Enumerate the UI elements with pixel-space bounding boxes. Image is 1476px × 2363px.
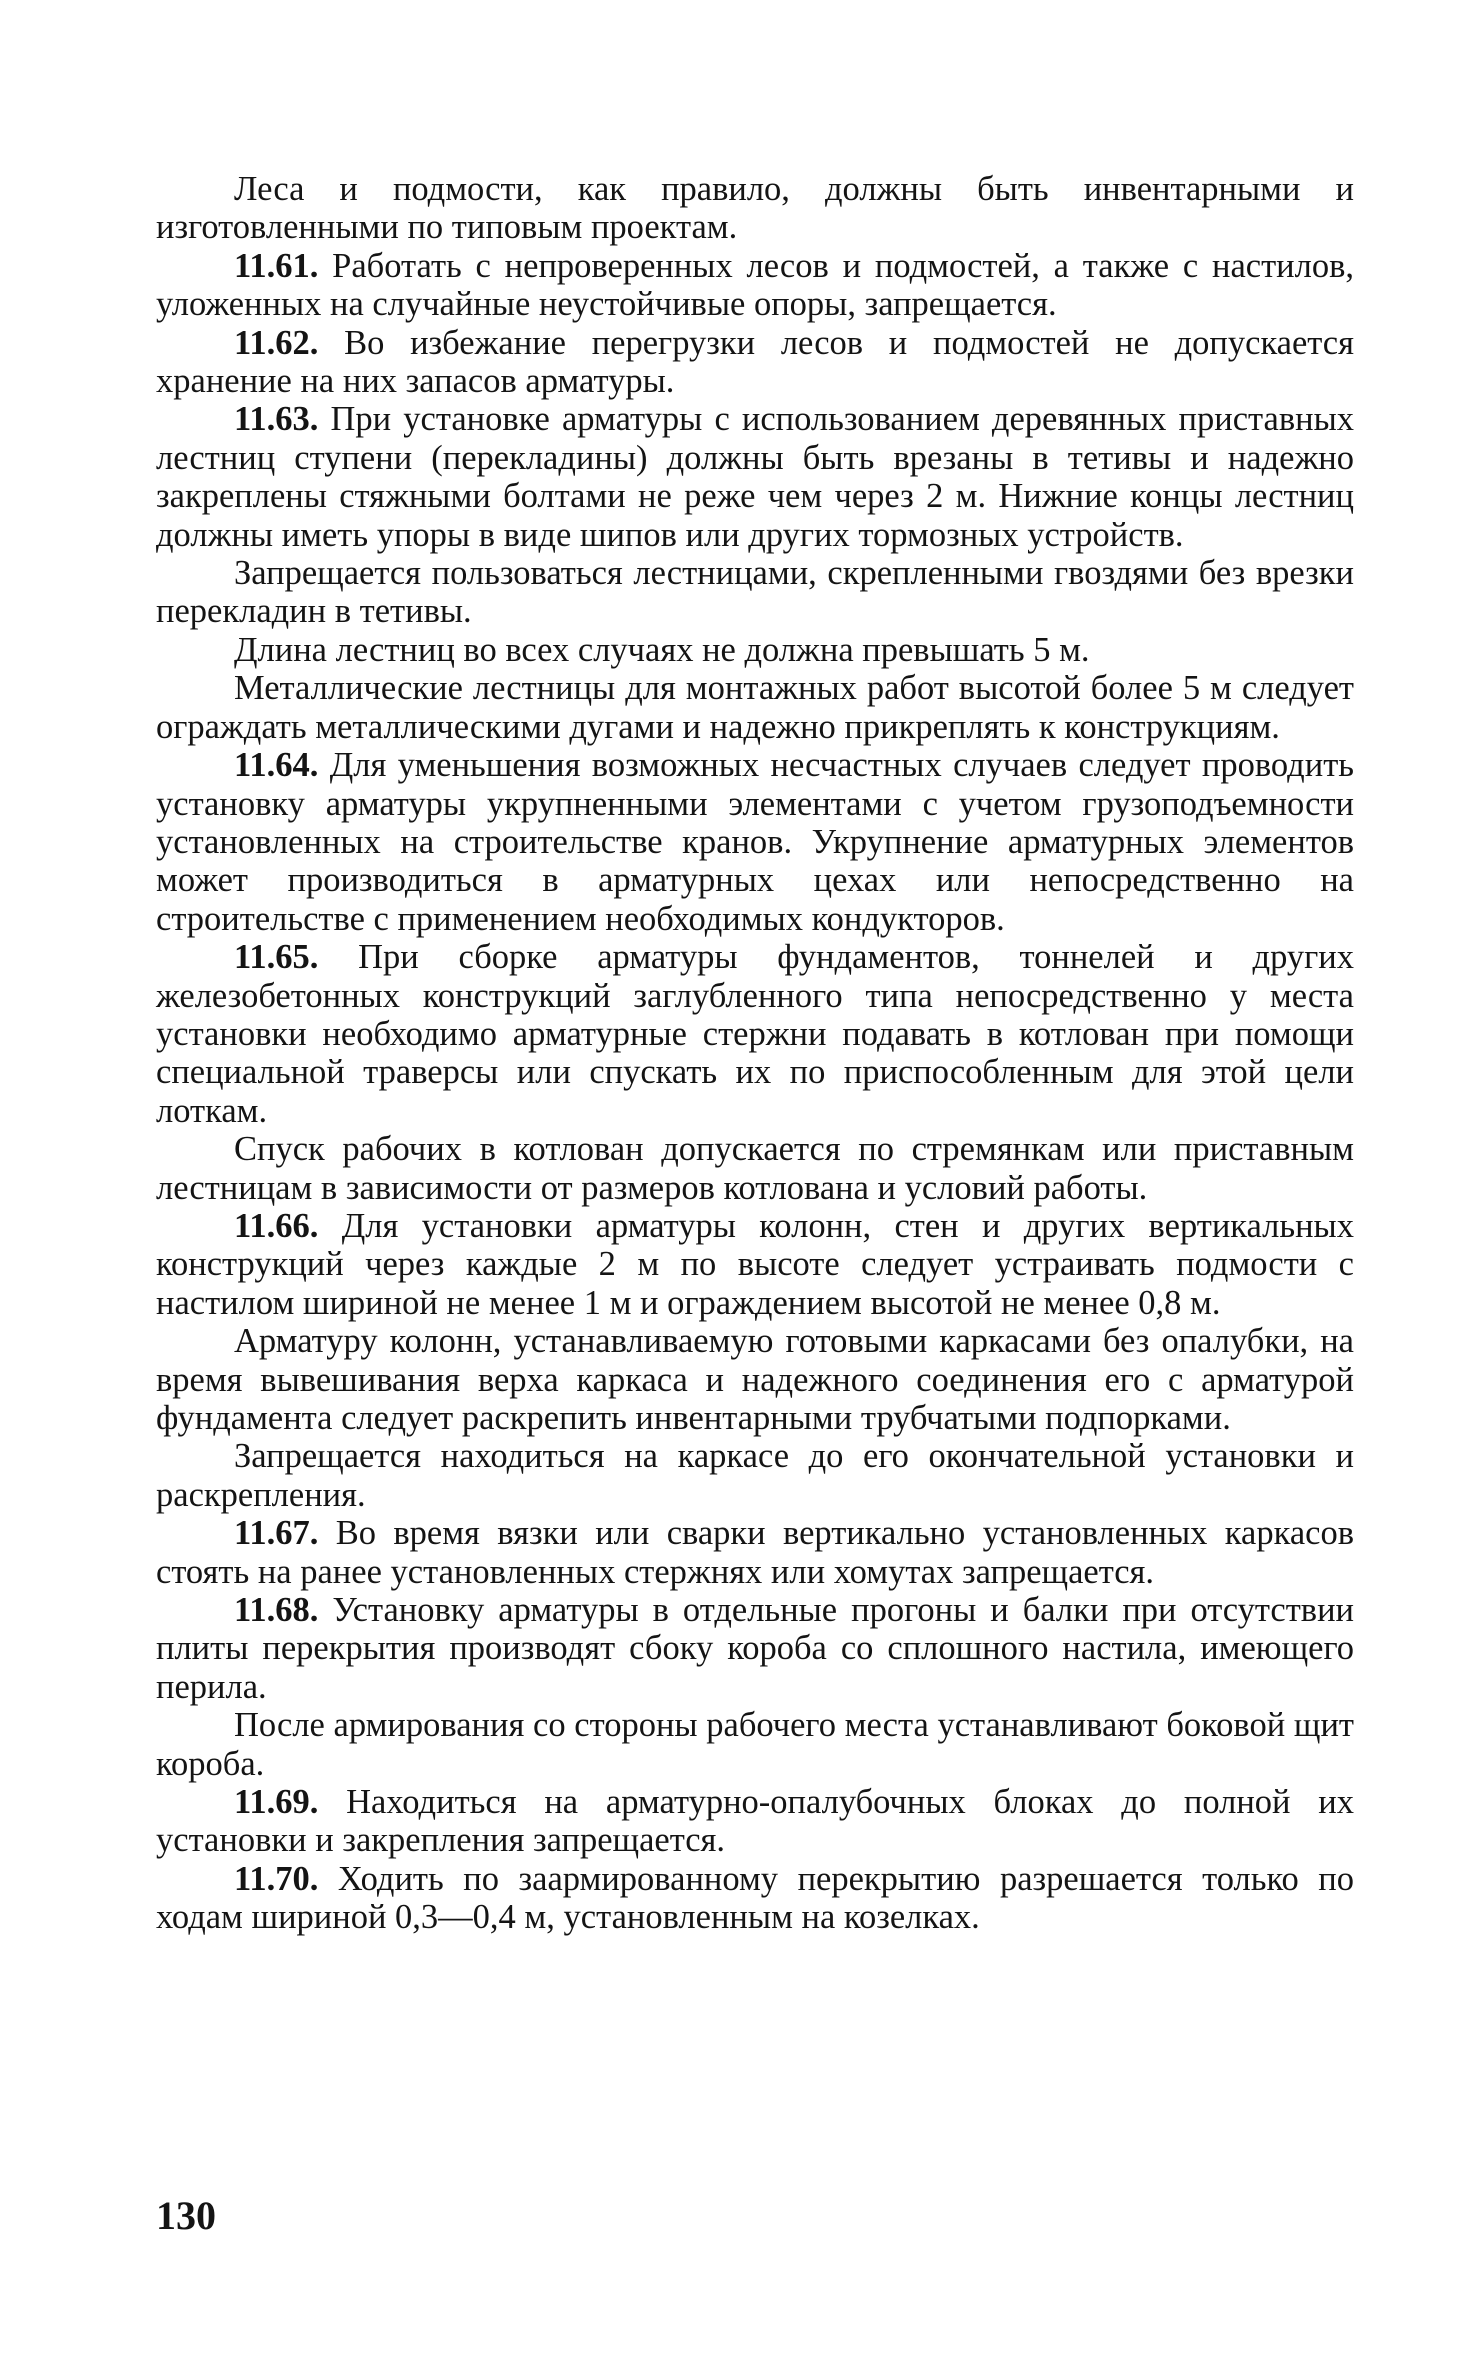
paragraph [156, 1322, 1354, 1437]
paragraph-text: Для уменьшения возможных несчастных случаев следует проводить установку арматуры укрупненными элементами с учетом грузоподъемности установленных на строительстве кранов. Укрупнение арматурных элементов может производиться в арматурных цехах или непосредственно на строительстве с применением необходимых кондукторов. [156, 746, 1355, 938]
paragraph [156, 1706, 1354, 1783]
paragraph-11-65 [156, 938, 1354, 1130]
paragraph [156, 1437, 1354, 1514]
paragraph-11-61 [156, 247, 1354, 324]
paragraph-number: 11.69. [234, 1783, 319, 1822]
paragraph [156, 669, 1354, 746]
paragraph-11-70 [156, 1860, 1354, 1937]
paragraph-text: Во избежание перегрузки лесов и подмостей не допускается хранение на них запасов арматуры. [156, 323, 1354, 401]
paragraph-11-66 [156, 1207, 1354, 1322]
paragraph-number: 11.65. [234, 938, 319, 977]
paragraph-text: Металлические лестницы для монтажных работ высотой более 5 м следует ограждать металлическими дугами и надежно прикреплять к конструкциям. [156, 669, 1354, 746]
paragraph-text: Для установки арматуры колонн, стен и других вертикальных конструкций через каждые 2 м по высоте следует устраивать подмости с настилом шириной не менее 1 м и ограждением высотой не менее 0,8 м. [156, 1206, 1354, 1322]
paragraph-number: 11.61. [234, 246, 319, 285]
paragraph-text: Леса и подмости, как правило, должны быть инвентарными и изготовленными по типовым проектам. [156, 170, 1354, 247]
paragraph-text: Запрещается пользоваться лестницами, скрепленными гвоздями без врезки перекладин в тетивы. [156, 554, 1354, 631]
paragraph-11-68 [156, 1591, 1354, 1706]
paragraph-text: Длина лестниц во всех случаях не должна превышать 5 м. [234, 630, 1090, 669]
paragraph-number: 11.68. [234, 1591, 319, 1630]
paragraph-text: При установке арматуры с использованием деревянных приставных лестниц ступени (перекладины) должны быть врезаны в тетивы и надежно закреплены стяжными болтами не реже чем через 2 м. Нижние концы лестниц должны иметь упоры в виде шипов или других тормозных устройств. [156, 400, 1355, 554]
paragraph-11-63 [156, 400, 1354, 554]
paragraph-number: 11.63. [234, 400, 319, 439]
paragraph-text: Спуск рабочих в котлован допускается по стремянкам или приставным лестницам в зависимости от размеров котлована и условий работы. [156, 1130, 1354, 1207]
paragraph-11-67 [156, 1514, 1354, 1591]
paragraph-text: Запрещается находиться на каркасе до его окончательной установки и раскрепления. [156, 1437, 1354, 1514]
paragraph-text: Работать с непроверенных лесов и подмостей, а также с настилов, уложенных на случайные неустойчивые опоры, запрещается. [156, 246, 1354, 324]
paragraph [156, 554, 1354, 631]
paragraph-text: Находиться на арматурно-опалубочных блоках до полной их установки и закрепления запрещается. [156, 1783, 1354, 1860]
paragraph-text: Арматуру колонн, устанавливаемую готовыми каркасами без опалубки, на время вывешивания верха каркаса и надежного соединения его с арматурой фундамента следует раскрепить инвентарными трубчатыми подпорками. [156, 1322, 1354, 1437]
paragraph-text: При сборке арматуры фундаментов, тоннелей и других железобетонных конструкций заглубленного типа непосредственно у места установки необходимо арматурные стержни подавать в котлован при помощи специальной траверсы или спускать их по приспособленным для этой цели лоткам. [156, 938, 1355, 1130]
paragraph-text: Установку арматуры в отдельные прогоны и балки при отсутствии плиты перекрытия производят сбоку короба со сплошного настила, имеющего перила. [156, 1591, 1354, 1706]
paragraph-text: После армирования со стороны рабочего места устанавливают боковой щит короба. [156, 1706, 1354, 1783]
paragraph-11-69 [156, 1783, 1354, 1860]
paragraph-11-62 [156, 324, 1354, 401]
paragraph-11-64 [156, 746, 1354, 938]
paragraph-number: 11.67. [234, 1514, 319, 1553]
paragraph [156, 631, 1354, 669]
paragraph-number: 11.62. [234, 323, 319, 362]
page-number: 130 [156, 2193, 216, 2238]
paragraph-number: 11.66. [234, 1206, 319, 1245]
paragraph [156, 1130, 1354, 1207]
paragraph [156, 170, 1354, 247]
paragraph-number: 11.64. [234, 746, 319, 785]
paragraph-number: 11.70. [234, 1859, 319, 1898]
paragraph-text: Ходить по заармированному перекрытию разрешается только по ходам шириной 0,3—0,4 м, установленным на козелках. [156, 1859, 1355, 1937]
paragraph-text: Во время вязки или сварки вертикально установленных каркасов стоять на ранее установленных стержнях или хомутах запрещается. [156, 1514, 1355, 1591]
page-body [156, 170, 1354, 1937]
